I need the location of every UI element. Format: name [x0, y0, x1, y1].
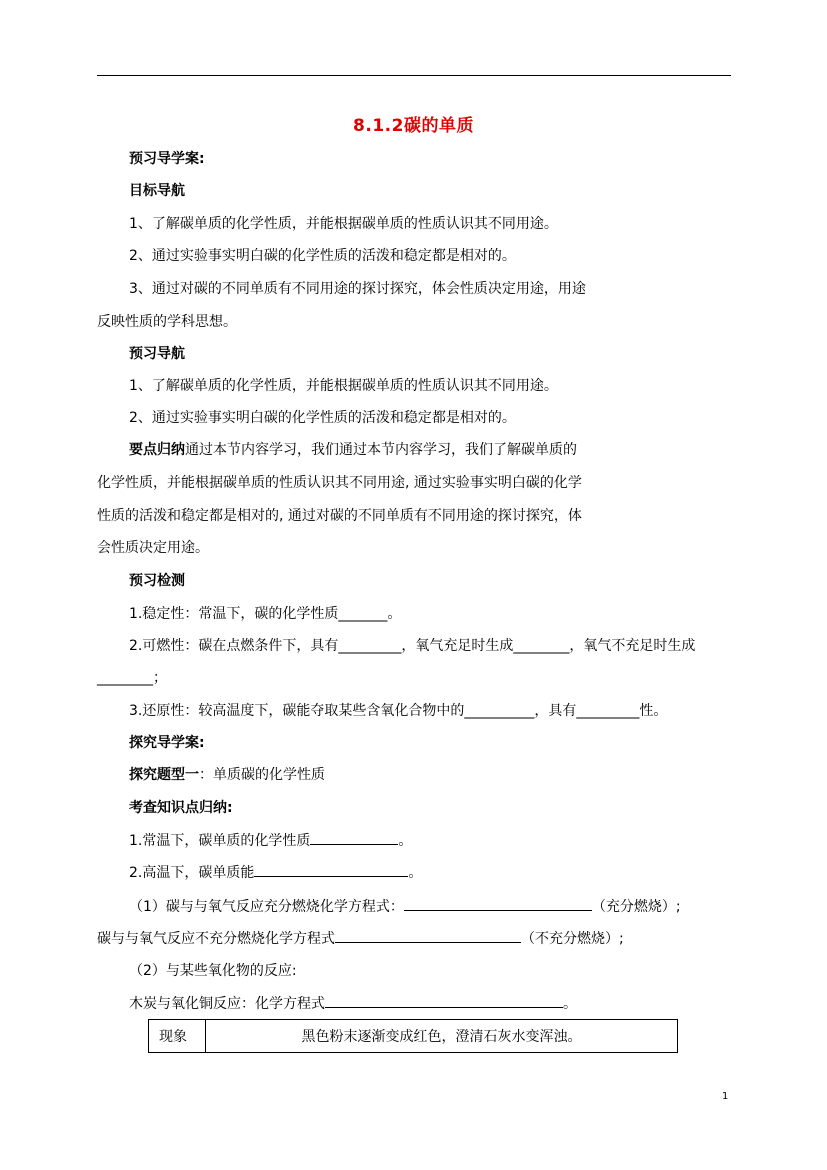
- observation-label: 现象: [149, 1020, 206, 1053]
- knowledge-3-end: （充分燃烧）;: [591, 899, 681, 915]
- summary-line-3: 性质的活泼和稳定都是相对的, 通过对碳的不同单质有不同用途的探讨探究，体: [97, 508, 582, 524]
- knowledge-1-text: 1.常温下，碳单质的化学性质: [129, 833, 311, 849]
- goal-item-2: 2、通过实验事实明白碳的化学性质的活泼和稳定都是相对的。: [129, 248, 516, 264]
- preview-nav-heading: 预习导航: [129, 346, 185, 362]
- knowledge-4-text: 碳与与氧气反应不充分燃烧化学方程式: [97, 931, 335, 947]
- summary-line-1: [129, 441, 577, 459]
- knowledge-2-text: 2.高温下，碳单质能: [129, 865, 255, 881]
- blank-line: [404, 897, 592, 911]
- knowledge-3: [129, 897, 681, 916]
- knowledge-4-end: （不充分燃烧）;: [521, 931, 624, 947]
- table-row: [149, 1020, 678, 1053]
- page-title: 8.1.2碳的单质: [353, 116, 474, 136]
- knowledge-6: [129, 994, 577, 1013]
- check-heading: 预习检测: [129, 573, 185, 589]
- knowledge-1: [129, 831, 412, 850]
- knowledge-2: [129, 863, 422, 882]
- blank-line: [310, 831, 398, 845]
- knowledge-3-text: （1）碳与与氧气反应充分燃烧化学方程式：: [129, 899, 404, 915]
- observation-content: 黑色粉末逐渐变成红色，澄清石灰水变浑浊。: [206, 1020, 678, 1053]
- blank-line: [325, 994, 563, 1008]
- page-number: 1: [722, 1091, 729, 1102]
- summary-line-2: 化学性质，并能根据碳单质的性质认识其不同用途, 通过实验事实明白碳的化学: [97, 475, 582, 491]
- goal-item-1: 1、了解碳单质的化学性质，并能根据碳单质的性质认识其不同用途。: [129, 216, 558, 232]
- knowledge-2-end: 。: [408, 865, 423, 881]
- goal-item-3-cont: 反映性质的学科思想。: [97, 314, 237, 330]
- check-q1: 1.稳定性：常温下，碳的化学性质_______。: [129, 606, 402, 622]
- explore-topic: [129, 766, 325, 784]
- check-q2-cont: ________；: [97, 670, 167, 686]
- summary-label: 要点归纳: [129, 442, 185, 458]
- knowledge-heading: 考查知识点归纳:: [129, 800, 233, 816]
- summary-text-1: 通过本节内容学习，我们通过本节内容学习，我们了解碳单质的: [185, 442, 577, 458]
- preview-study-heading: 预习导学案:: [129, 151, 205, 167]
- blank-line: [335, 929, 521, 943]
- explore-topic-label: 探究题型一: [129, 767, 199, 783]
- header-rule: [97, 75, 731, 76]
- observation-table: [148, 1019, 678, 1053]
- blank-line: [254, 863, 408, 877]
- goal-heading: 目标导航: [129, 183, 185, 199]
- explore-heading: 探究导学案:: [129, 735, 205, 751]
- knowledge-4: [97, 929, 624, 948]
- summary-line-4: 会性质决定用途。: [97, 540, 209, 556]
- check-q2: 2.可燃性：碳在点燃条件下，具有_________，氧气充足时生成________，氧气不充足时生成: [129, 638, 696, 654]
- explore-topic-text: ：单质碳的化学性质: [199, 767, 325, 783]
- knowledge-6-end: 。: [563, 996, 577, 1012]
- preview-item-2: 2、通过实验事实明白碳的化学性质的活泼和稳定都是相对的。: [129, 410, 516, 426]
- knowledge-5: （2）与某些氧化物的反应:: [129, 963, 297, 979]
- knowledge-1-end: 。: [398, 833, 413, 849]
- preview-item-1: 1、了解碳单质的化学性质，并能根据碳单质的性质认识其不同用途。: [129, 378, 558, 394]
- knowledge-6-text: 木炭与氧化铜反应：化学方程式: [129, 996, 325, 1012]
- goal-item-3: 3、通过对碳的不同单质有不同用途的探讨探究，体会性质决定用途，用途: [129, 281, 586, 297]
- check-q3: 3.还原性：较高温度下，碳能夺取某些含氧化合物中的__________，具有_________性。: [129, 703, 668, 719]
